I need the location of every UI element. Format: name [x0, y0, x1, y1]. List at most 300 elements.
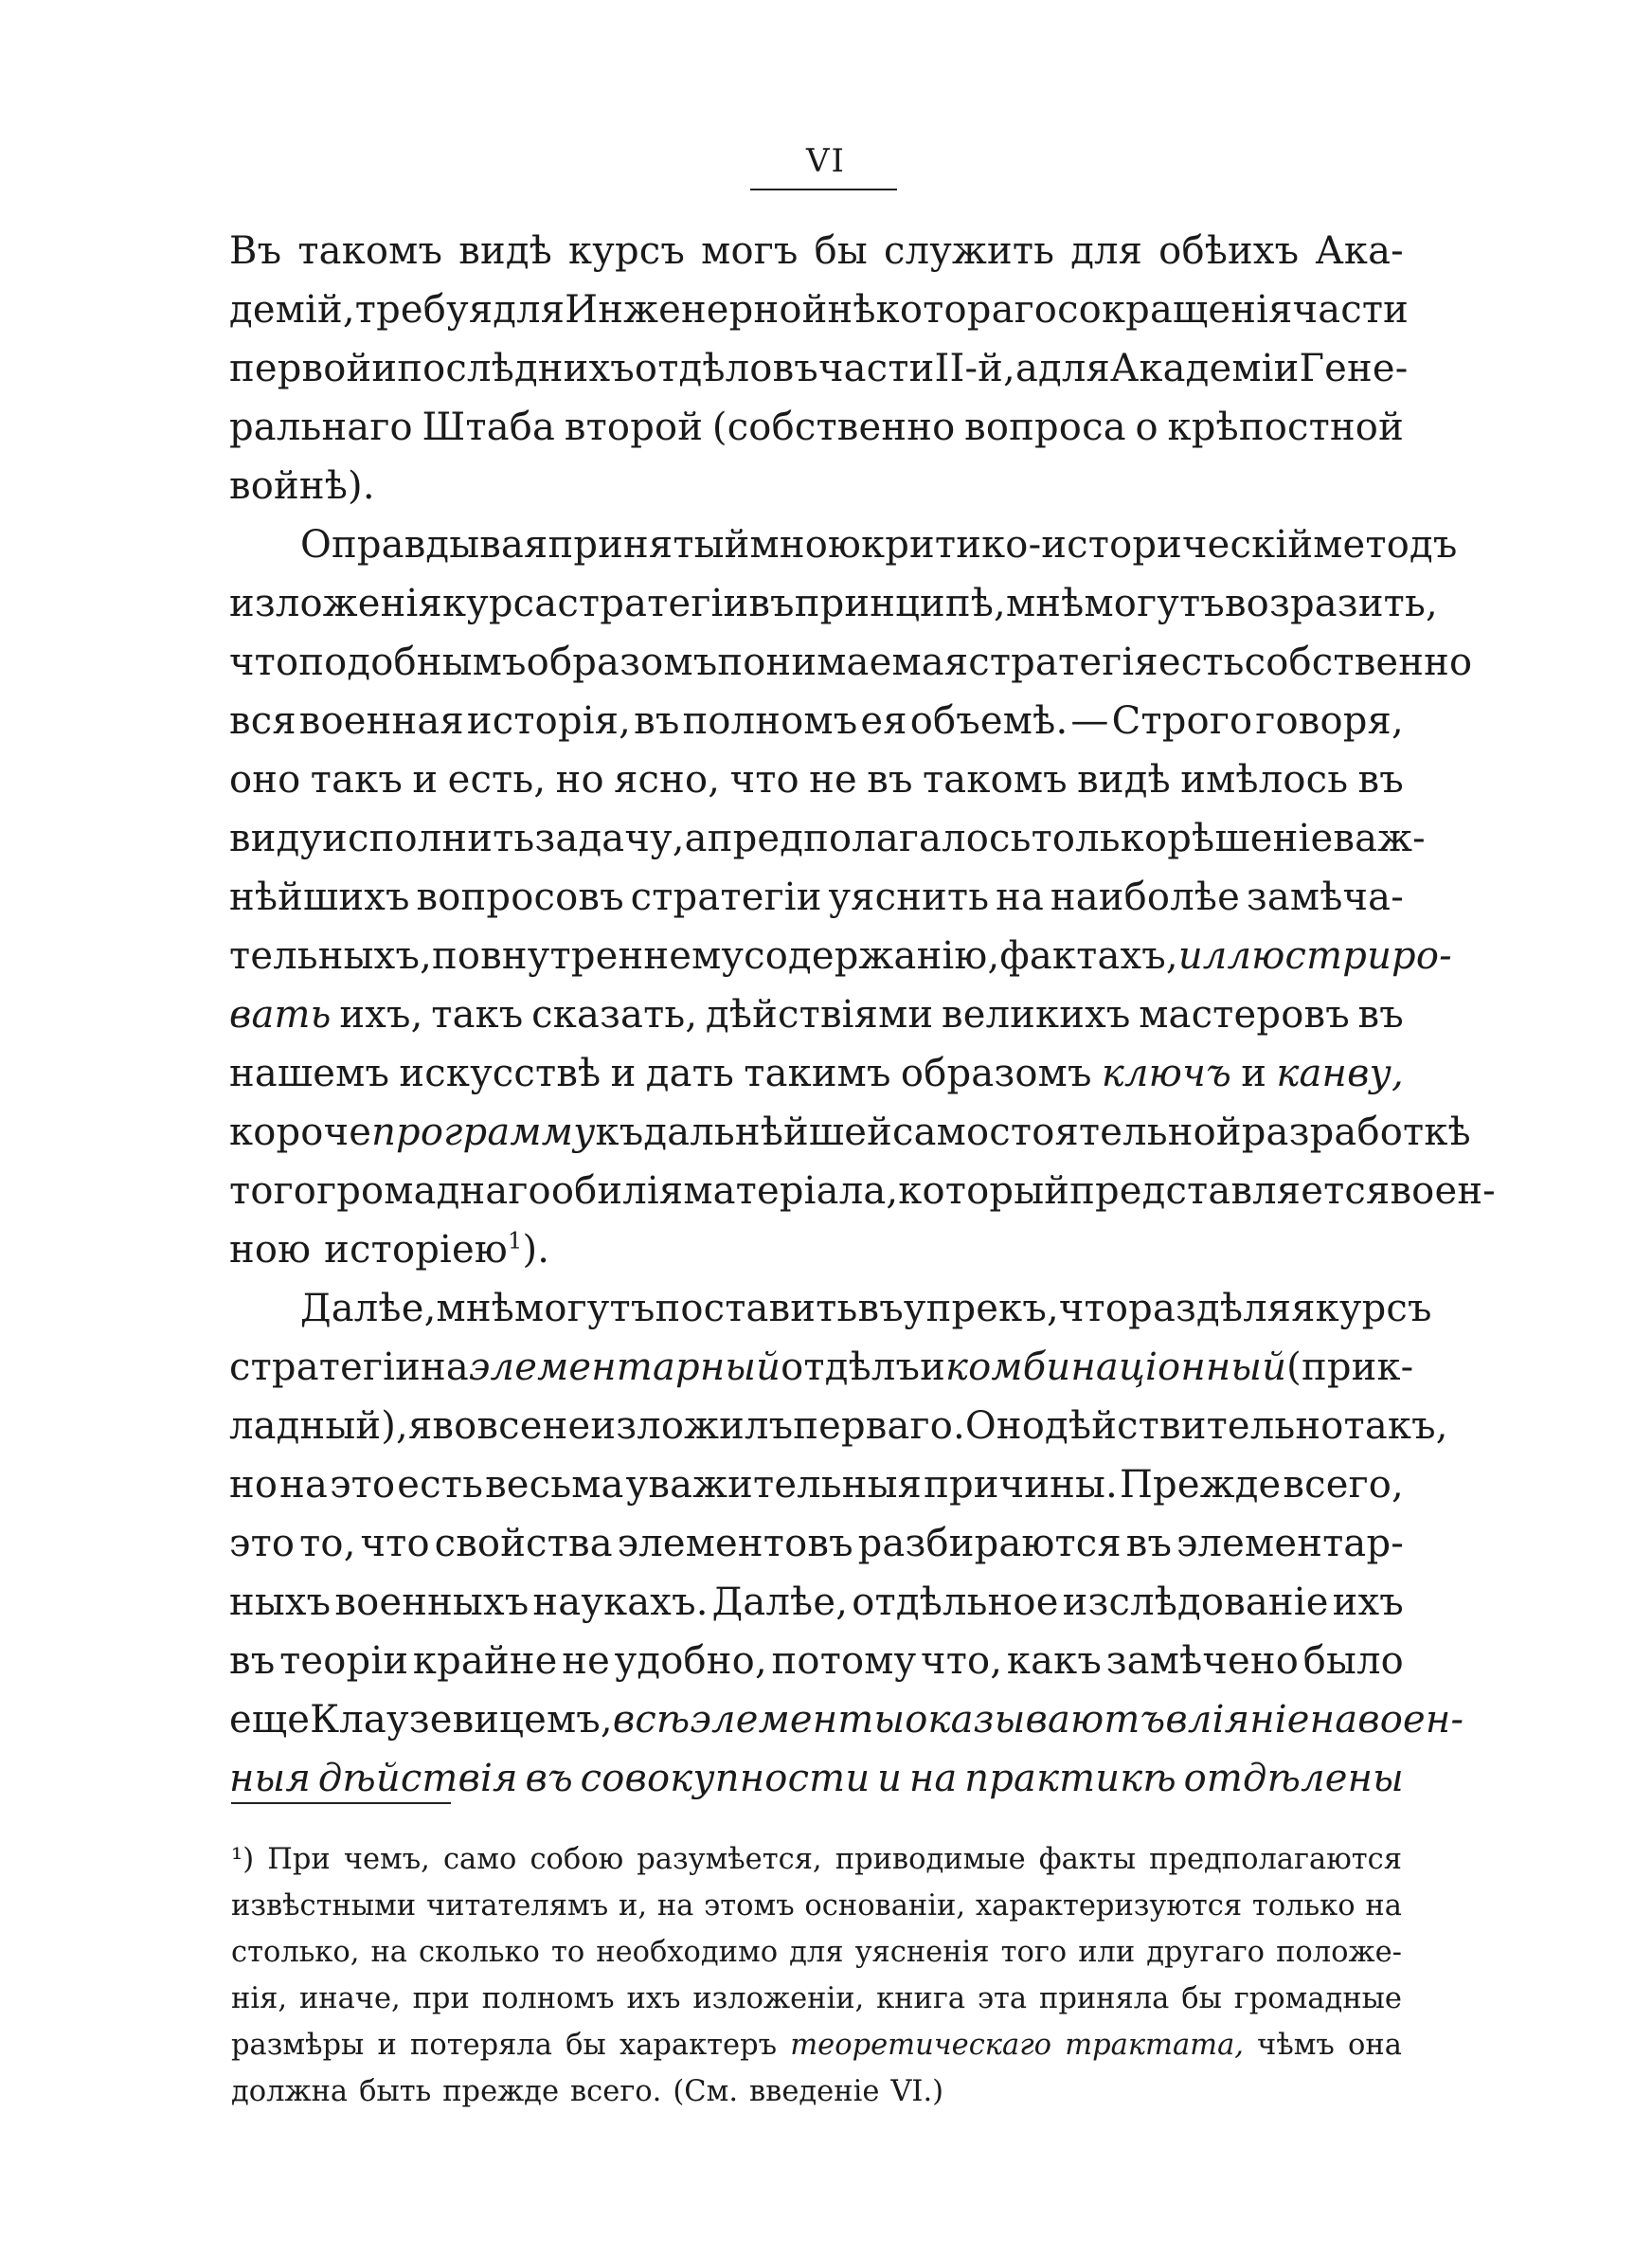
word: это [229, 1522, 296, 1565]
word: ральнаго [229, 406, 413, 449]
word: а [1015, 347, 1038, 390]
header-rule [750, 189, 897, 190]
word: вовсе [432, 1404, 543, 1448]
word: предполагалось [707, 817, 1032, 860]
text-line-4 [229, 406, 1404, 464]
word: фактахъ, [999, 934, 1178, 978]
word: всего. [570, 2075, 662, 2108]
word: уясненія [854, 1936, 990, 1969]
word: того [1000, 1936, 1068, 1969]
word: такимъ [744, 1052, 891, 1095]
word: воен- [1357, 1698, 1464, 1742]
word: она [1348, 2029, 1402, 2062]
word: причины. [924, 1463, 1118, 1507]
word: то, [299, 1522, 356, 1565]
word: оно [229, 758, 301, 802]
word: Строго [1111, 699, 1253, 743]
word: для [789, 1936, 844, 1969]
page-number: VI [806, 142, 846, 180]
word: извѣстными [231, 1889, 417, 1923]
word: дать [645, 1052, 734, 1095]
footnotes [231, 1843, 1402, 2122]
footnote-line-1 [231, 1843, 1402, 1889]
word: на [1309, 1698, 1358, 1742]
word: что [360, 1522, 430, 1565]
word: курсъ [1315, 1287, 1432, 1330]
word: поставить [655, 1287, 858, 1330]
word: дѣйствія [317, 1757, 518, 1800]
word: прежде [442, 2075, 560, 2108]
word: образомъ [526, 641, 718, 684]
word: для [493, 288, 566, 332]
word: ихъ [626, 1982, 681, 2015]
text-line-9 [229, 699, 1404, 758]
word: мною [749, 523, 862, 567]
word: громаднаго [316, 1169, 551, 1213]
word: войнѣ). [229, 464, 375, 508]
word: и [920, 1345, 946, 1389]
word: отдѣльное [852, 1580, 1059, 1624]
word: ною [229, 1228, 312, 1272]
text-line-22 [229, 1463, 1404, 1522]
word: обилія [550, 1169, 684, 1213]
word: (См. [673, 2075, 739, 2108]
word: всего, [1283, 1463, 1404, 1507]
word: ныхъ [229, 1580, 332, 1624]
word: искусствѣ [399, 1052, 602, 1095]
word: ключъ [1101, 1052, 1231, 1095]
word: не [542, 1404, 591, 1448]
word: изложенія [229, 582, 442, 625]
text-line-14 [229, 993, 1404, 1052]
word: бы [814, 229, 868, 273]
word: При [267, 1843, 331, 1876]
word: внутреннему [480, 934, 745, 978]
text-line-27 [229, 1757, 1404, 1815]
word: тельныхъ, [229, 934, 433, 978]
word: быть [359, 2075, 432, 2108]
word: такъ [431, 993, 524, 1037]
word: Въ [229, 229, 282, 273]
word: въ [748, 582, 795, 625]
word: обѣихъ [1158, 229, 1300, 273]
word: ея [860, 699, 907, 743]
word: рѣшеніе [1167, 817, 1334, 860]
word: нашемъ [229, 1052, 390, 1095]
word: положе- [1276, 1936, 1402, 1969]
word: канву, [1276, 1052, 1404, 1095]
footnote-line-6 [231, 2075, 1402, 2122]
word: служить [884, 229, 1055, 273]
word: другаго [1146, 1936, 1266, 1969]
word: ихъ, [339, 993, 423, 1037]
word: объемѣ. [909, 699, 1068, 743]
word: теоріи [279, 1639, 409, 1683]
word: читателямъ [425, 1889, 609, 1923]
word: наукахъ. [532, 1580, 709, 1624]
word: что [729, 758, 799, 802]
word: понимаемая [717, 641, 969, 684]
word: Ака- [1315, 229, 1404, 273]
text-line-3 [229, 347, 1409, 406]
word: и [877, 1757, 903, 1800]
word: (прик- [1286, 1345, 1414, 1389]
word: видѣ [458, 229, 552, 273]
word: могутъ [514, 1287, 655, 1330]
word: удобно, [614, 1639, 767, 1683]
word: и [1241, 1052, 1267, 1095]
word: чемъ, [343, 1843, 430, 1876]
text-line-24 [229, 1580, 1404, 1639]
word: исторіею$^1$). [324, 1227, 550, 1272]
word: есть, [447, 758, 547, 802]
word: для [1070, 229, 1143, 273]
word: и [610, 1052, 637, 1095]
word: имѣлось [1180, 758, 1349, 802]
word: первой [229, 347, 372, 390]
text-line-20 [229, 1345, 1414, 1404]
word: дальнѣйшей [643, 1110, 893, 1154]
word: второй [564, 406, 704, 449]
word: VI.) [890, 2075, 944, 2108]
word: на [1365, 1889, 1402, 1923]
word: ладный), [229, 1404, 408, 1448]
word: послѣднихъ [397, 347, 635, 390]
main-text [229, 229, 1496, 1815]
word: что [229, 641, 299, 684]
word: предполагаются [1149, 1843, 1402, 1876]
word: комбинаціонный [945, 1345, 1287, 1389]
word: сокращенія [1057, 288, 1293, 332]
word: необходимо [596, 1936, 779, 1969]
word: Инженерной [565, 288, 828, 332]
text-line-8 [229, 641, 1473, 699]
text-line-11 [229, 817, 1426, 876]
word: крѣпостной [1167, 406, 1404, 449]
word: элементар- [1176, 1522, 1404, 1565]
word: что [1058, 1287, 1129, 1330]
word: есть [397, 1463, 484, 1507]
word: дѣйствіями [706, 993, 934, 1037]
word: въ [857, 1287, 904, 1330]
word: я [407, 1404, 433, 1448]
word: чѣмъ [1257, 2029, 1335, 2062]
word: не [809, 758, 857, 802]
word: задачу, [534, 817, 685, 860]
word: къ [595, 1110, 644, 1154]
word: собственно [1244, 641, 1473, 684]
text-line-15 [229, 1052, 1404, 1110]
word: нѣкотораго [827, 288, 1058, 332]
word: и [371, 347, 398, 390]
word: характеризуются [975, 1889, 1243, 1923]
text-line-16 [229, 1110, 1471, 1169]
word: ясно, [614, 758, 721, 802]
word: основаніи, [804, 1889, 966, 1923]
word: мнѣ [1005, 582, 1085, 625]
text-line-25 [229, 1639, 1404, 1698]
word: программу [371, 1110, 596, 1154]
word: стратегія [968, 641, 1158, 684]
word: на [996, 876, 1045, 919]
word: раздѣляя [1128, 1287, 1316, 1330]
word: трактата, [1065, 2029, 1244, 2062]
word: отдѣлъ [781, 1345, 921, 1389]
text-line-26 [229, 1698, 1464, 1757]
word: отдѣловъ [634, 347, 818, 390]
word: дѣйствительно [1045, 1404, 1344, 1448]
word: въ [634, 699, 680, 743]
word: разумѣется, [637, 1843, 822, 1876]
word: мнѣ [436, 1287, 514, 1330]
word: Далѣе, [711, 1580, 849, 1624]
word: приняла [1039, 1982, 1170, 2015]
word: изслѣдованіе [1062, 1580, 1329, 1624]
word: матеріала, [683, 1169, 899, 1213]
word: потеряла [410, 2029, 552, 2062]
word: подобнымъ [298, 641, 527, 684]
word: части [1292, 288, 1410, 332]
word: на [908, 1757, 958, 1800]
word: само [442, 1843, 517, 1876]
word: упрекъ, [903, 1287, 1059, 1330]
word: факты [1038, 1843, 1137, 1876]
word: курсъ [568, 229, 686, 273]
word: могъ [701, 229, 799, 273]
word: могутъ [1084, 582, 1225, 625]
word: приводимые [835, 1843, 1026, 1876]
word: II-й, [934, 347, 1015, 390]
word: столько, [231, 1936, 360, 1969]
word: вліяніе [1165, 1698, 1310, 1742]
word: это [330, 1463, 396, 1507]
text-line-23 [229, 1522, 1404, 1580]
text-fragment: ). [522, 1228, 550, 1272]
word: военныхъ [334, 1580, 530, 1624]
word: — [1070, 699, 1109, 743]
text-line-12 [229, 876, 1404, 934]
word: великихъ [941, 993, 1131, 1037]
word: о [1135, 406, 1158, 449]
word: размѣры [231, 2029, 365, 2062]
text-line-5 [229, 464, 1404, 523]
word: на [279, 1463, 329, 1507]
word: въ [229, 1639, 276, 1683]
text-line-19 [229, 1287, 1432, 1345]
word: исторія, [466, 699, 632, 743]
word: военная [298, 699, 464, 743]
word: должна [231, 2075, 349, 2108]
word: было [1302, 1639, 1404, 1683]
word: такъ [310, 758, 404, 802]
word: отдѣлены [1183, 1757, 1404, 1800]
word: элементы [690, 1698, 906, 1742]
word: бы [1181, 1982, 1222, 2015]
word: а [684, 817, 708, 860]
text-line-21 [229, 1404, 1448, 1463]
word: совокупности [580, 1757, 871, 1800]
word: весьма [485, 1463, 624, 1507]
word: Далѣе, [300, 1287, 437, 1330]
word: но [229, 1463, 278, 1507]
word: замѣча- [1246, 876, 1404, 919]
word: сколько [419, 1936, 540, 1969]
word: вопроса [964, 406, 1126, 449]
word: требуя [354, 288, 494, 332]
word: важ- [1333, 817, 1426, 860]
word: этомъ [704, 1889, 795, 1923]
word: на [370, 1936, 407, 1969]
word: элементарный [468, 1345, 781, 1389]
word: всѣ [612, 1698, 691, 1742]
word: замѣчено [1105, 1639, 1300, 1683]
word: еще [229, 1698, 311, 1742]
word: на [421, 1345, 469, 1389]
word: ¹) [231, 1843, 255, 1876]
word: образомъ [900, 1052, 1092, 1095]
word: характеръ [620, 2029, 778, 2062]
word: свойства [434, 1522, 613, 1565]
footnote-marker: 1 [507, 1227, 523, 1255]
word: самостоятельной [892, 1110, 1242, 1154]
word: и [377, 2029, 397, 2062]
word: мастеровъ [1139, 993, 1350, 1037]
word: уважительныя [625, 1463, 923, 1507]
word: теоретическаго [790, 2029, 1051, 2062]
word: элементовъ [617, 1522, 853, 1565]
word: нія, [231, 1982, 288, 2015]
word: въ [525, 1757, 573, 1800]
word: видѣ [1077, 758, 1171, 802]
word: что, [921, 1639, 1003, 1683]
text-line-18 [229, 1228, 1404, 1287]
word: наиболѣе [1050, 876, 1240, 919]
word: или [1078, 1936, 1136, 1969]
word: демій, [229, 288, 355, 332]
word: потому [771, 1639, 917, 1683]
word: вопросовъ [416, 876, 624, 919]
word: не [562, 1639, 610, 1683]
footnote-line-3 [231, 1936, 1402, 1982]
word: полномъ [682, 699, 858, 743]
word: вать [229, 993, 332, 1037]
word: только [1251, 1889, 1356, 1923]
word: иллюстриро- [1177, 934, 1452, 978]
word: только [1031, 817, 1168, 860]
footnote-line-4 [231, 1982, 1402, 2029]
word: нѣйшихъ [229, 876, 410, 919]
word: и, [618, 1889, 648, 1923]
word: воен- [1390, 1169, 1496, 1213]
word: Штаба [422, 406, 556, 449]
text-line-6 [229, 523, 1458, 582]
word: Академіи [1109, 347, 1300, 390]
word: разбираются [857, 1522, 1122, 1565]
word: то [550, 1936, 585, 1969]
word: Клаузевицемъ, [310, 1698, 613, 1742]
word: эта [977, 1982, 1028, 2015]
word: полномъ [481, 1982, 615, 2015]
word: такомъ [922, 758, 1068, 802]
footnote-rule [231, 1802, 451, 1804]
word: при [412, 1982, 470, 2015]
text-line-13 [229, 934, 1452, 993]
word: (собственно [711, 406, 956, 449]
word: стратегіи [557, 582, 749, 625]
word: того [229, 1169, 317, 1213]
word: Оправдывая [300, 523, 548, 567]
text-line-10 [229, 758, 1404, 817]
word: Оно [964, 1404, 1046, 1448]
word: разработкѣ [1241, 1110, 1471, 1154]
footnote-line-5 [231, 2029, 1402, 2075]
word: въ [867, 758, 913, 802]
word: принятый [548, 523, 750, 567]
word: въ [1357, 993, 1404, 1037]
word: какъ [1006, 1639, 1103, 1683]
word: такъ, [1343, 1404, 1448, 1448]
word: есть [1158, 641, 1245, 684]
word: въ [1357, 758, 1404, 802]
word: виду [229, 817, 323, 860]
word: критико-историческій [861, 523, 1314, 567]
word: перваго. [793, 1404, 965, 1448]
word: курса [441, 582, 558, 625]
word: по [432, 934, 481, 978]
word: стратегіи [630, 876, 822, 919]
word: части [817, 347, 935, 390]
text-line-2 [229, 288, 1410, 347]
word: вся [229, 699, 296, 743]
word: стратегіи [229, 1345, 421, 1389]
text-line-17 [229, 1169, 1496, 1228]
word: оказываютъ [905, 1698, 1166, 1742]
word: бы [566, 2029, 606, 2062]
word: представляется [1069, 1169, 1391, 1213]
word: ихъ [1332, 1580, 1404, 1624]
word: но [555, 758, 604, 802]
word: короче [229, 1110, 372, 1154]
word: въ [1125, 1522, 1173, 1565]
word: который [898, 1169, 1070, 1213]
word: говоря, [1255, 699, 1404, 743]
word: сказать, [531, 993, 698, 1037]
word: уяснить [828, 876, 990, 919]
word: принципѣ, [794, 582, 1006, 625]
word: введеніе [749, 2075, 880, 2108]
word: исполнить [322, 817, 535, 860]
word: изложеніи, [692, 1982, 865, 2015]
word: для [1038, 347, 1110, 390]
word: громадные [1233, 1982, 1402, 2015]
word: книга [876, 1982, 966, 2015]
word: такомъ [297, 229, 443, 273]
word: иначе, [298, 1982, 401, 2015]
word: методъ [1313, 523, 1458, 567]
word: практикѣ [964, 1757, 1176, 1800]
word: на [656, 1889, 694, 1923]
text-line-1 [229, 229, 1404, 288]
text-line-7 [229, 582, 1438, 641]
word: крайне [412, 1639, 558, 1683]
word: и [412, 758, 439, 802]
word: изложилъ [590, 1404, 794, 1448]
word: возразить, [1224, 582, 1438, 625]
word: содержанію, [744, 934, 1000, 978]
word: ныя [229, 1757, 312, 1800]
word: Гене- [1299, 347, 1409, 390]
word: Прежде [1119, 1463, 1282, 1507]
